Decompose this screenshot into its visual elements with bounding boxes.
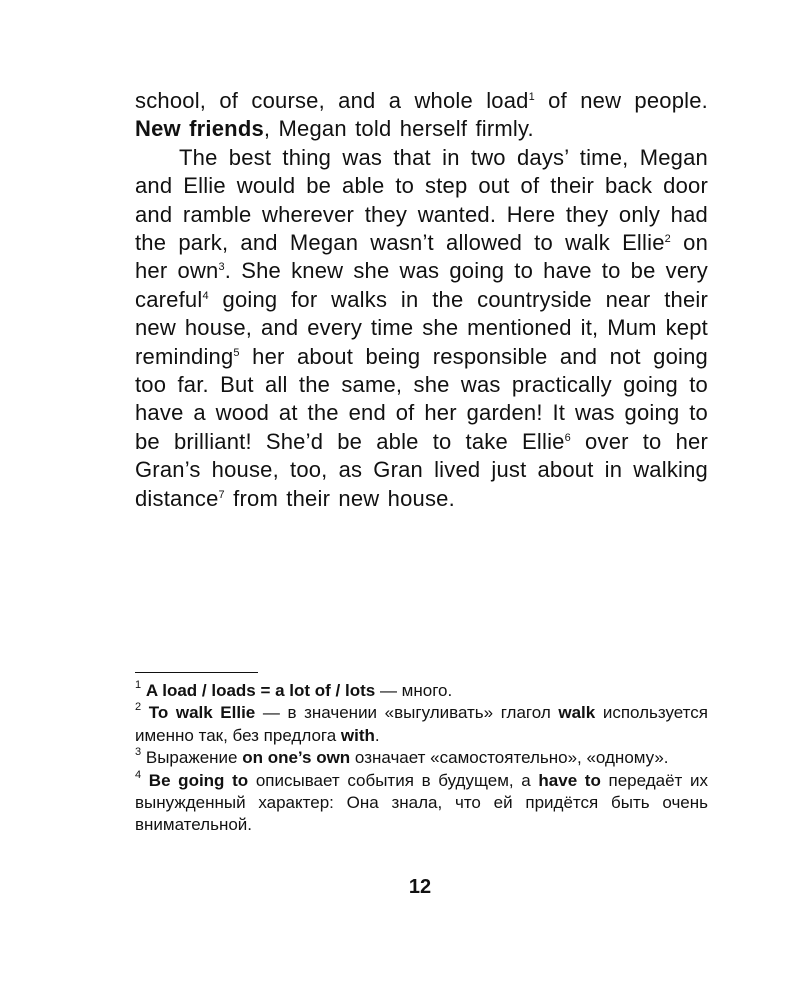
text-span: . [374,725,380,745]
bold-phrase: Be going to [148,770,249,790]
footnote-3 [135,747,708,769]
text-span: over to her Gran’s house, too, as Gran lived just about in walking distance [135,428,708,511]
footnote-ref-7: 7 [218,488,225,501]
footnote-ref-6: 6 [564,431,571,444]
footnote-4 [135,770,708,837]
bold-phrase: To walk Ellie [148,703,256,723]
footnote-ref-4: 4 [202,289,209,302]
text-span: — в значении «выгуливать» глагол [255,703,559,723]
bold-phrase: have to [538,770,601,790]
text-span: school, of course, and a whole load [135,88,529,113]
footnote-ref-2: 2 [664,232,671,245]
footnote-2 [135,702,708,747]
footnote-number: 1 [135,678,142,691]
paragraph-1 [135,87,708,144]
text-span: . She knew she was going to have to be very careful [135,258,708,312]
bold-phrase: A load / loads = a lot of / lots [145,681,376,700]
text-span: используется именно так, без предлога [135,703,708,745]
text-span: going for walks in the countryside near their new house, and every time she mentioned it, Mum kept reminding [135,286,708,369]
footnote-1 [135,680,708,702]
main-text [135,87,708,513]
paragraph-2 [135,144,708,513]
footnote-number: 2 [135,701,142,714]
footnote-ref-5: 5 [233,346,240,359]
text-span: her about being responsible and not going too far. But all the same, she was practically going to have a wood at the end of her garden! It was going to be brilliant! She’d be able to take Ellie [135,343,708,454]
text-span: — много. [375,681,453,700]
text-span: The best thing was that in two days’ time, Megan and Ellie would be able to step out of their back door and ramble wherever they wanted. Here they only had the park, and Megan wasn’t allowed to walk Ellie [135,144,708,256]
text-span: from their new house. [224,485,455,511]
bold-phrase: walk [558,703,596,723]
text-span: of new people. [534,88,708,113]
text-span: передаёт их вынужденный характер: Она знала, что ей придётся быть очень внимательной. [135,770,708,835]
text-span: описывает события в будущем, а [248,770,539,790]
bold-phrase: on one’s own [242,748,351,768]
footnote-ref-3: 3 [218,261,225,274]
text-span: on her own [135,230,708,284]
bold-phrase: with [340,725,375,745]
page-number: 12 [408,876,432,898]
text-span: Выражение [145,748,243,768]
text-span: означает «самостоятельно», «одному». [350,748,669,768]
bold-phrase: New friends [135,116,264,142]
footnotes [135,680,708,837]
text-span: , Megan told herself firmly. [263,116,534,142]
footnote-number: 4 [135,768,142,781]
footnote-ref-1: 1 [528,90,535,103]
footnote-number: 3 [135,745,142,758]
footnote-separator [135,672,258,673]
